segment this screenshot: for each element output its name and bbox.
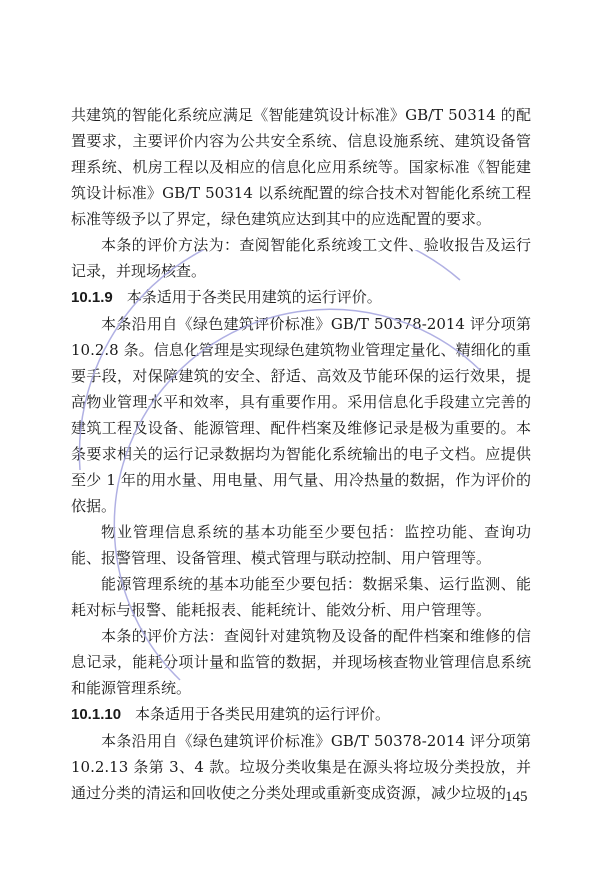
clause-number: 10.1.10 [71, 706, 122, 723]
clause-number: 10.1.9 [71, 289, 113, 306]
paragraph-evaluation-method-1018: 本条的评价方法为：查阅智能化系统竣工文件、验收报告及运行记录，并现场核查。 [71, 236, 531, 280]
clause-text: 本条适用于各类民用建筑的运行评价。 [126, 288, 382, 306]
clause-text: 本条适用于各类民用建筑的运行评价。 [135, 705, 391, 723]
paragraph-energy-management-system: 能源管理系统的基本功能至少要包括：数据采集、运行监测、能耗对标与报警、能耗报表、能耗统计、能效分析、用户管理等。 [71, 575, 531, 619]
clause-heading-10-1-10 [71, 701, 531, 728]
paragraph-intelligent-system-requirements: 共建筑的智能化系统应满足《智能建筑设计标准》GB/T 50314 的配置要求，主要评价内容为公共安全系统、信息设施系统、建筑设备管理系统、机房工程以及相应的信息化应用系统等。国家标准《智能建筑设计标准》GB/T 50314 以系统配置的综合技术对智能化系统工程标准等级予以了界定，绿色建筑应达到其中的应选配置的要求。 [71, 106, 531, 228]
clause-heading-10-1-9 [71, 284, 531, 311]
paragraph-waste-sorting: 本条沿用自《绿色建筑评价标准》GB/T 50378-2014 评分项第 10.2.13 条第 3、4 款。垃圾分类收集是在源头将垃圾分类投放，并通过分类的清运和回收使之分类处理或重新变成资源，减少垃圾的 [71, 732, 531, 802]
paragraph-evaluation-method-1019: 本条的评价方法：查阅针对建筑物及设备的配件档案和维修的信息记录，能耗分项计量和监管的数据，并现场核查物业管理信息系统和能源管理系统。 [71, 627, 531, 697]
paragraph-information-management: 本条沿用自《绿色建筑评价标准》GB/T 50378-2014 评分项第 10.2.8 条。信息化管理是实现绿色建筑物业管理定量化、精细化的重要手段，对保障建筑的安全、舒适、高效及节能环保的运行效果，提高物业管理水平和效率，具有重要作用。采用信息化手段建立完善的建筑工程及设备、能源管理、配件档案及维修记录是极为重要的。本条要求相关的运行记录数据均为智能化系统输出的电子文档。应提供至少 1 年的用水量、用电量、用气量、用冷热量的数据，作为评价的依据。 [71, 315, 531, 515]
paragraph-property-management-system: 物业管理信息系统的基本功能至少要包括：监控功能、查询功能、报警管理、设备管理、模式管理与联动控制、用户管理等。 [71, 523, 531, 567]
document-body [71, 102, 531, 806]
page-number: 145 [505, 789, 528, 805]
